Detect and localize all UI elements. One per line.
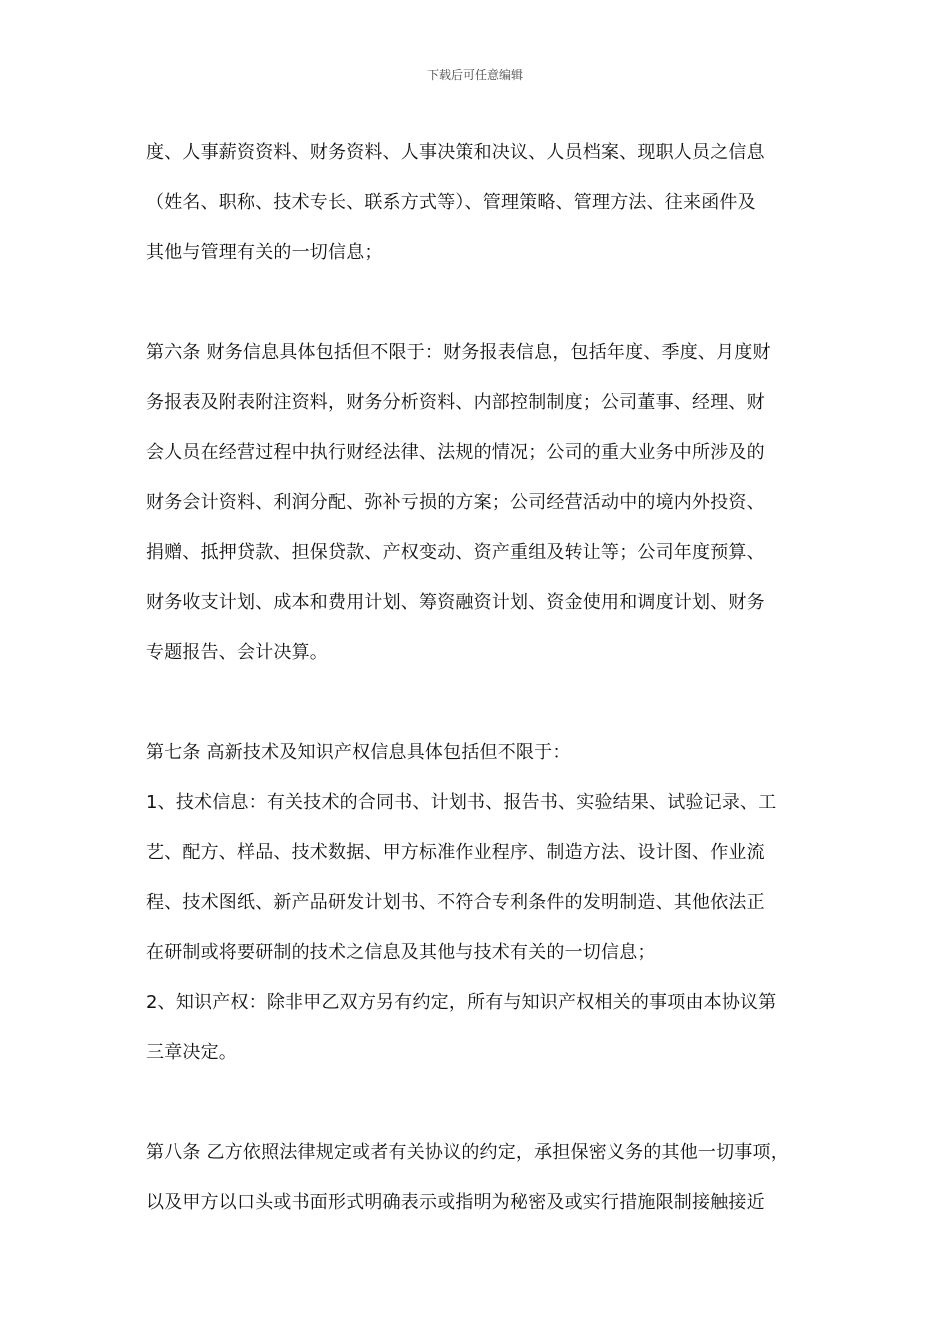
paragraph-gap: [146, 278, 810, 328]
text-line: 捐赠、抵押贷款、担保贷款、产权变动、资产重组及转让等；公司年度预算、: [146, 542, 765, 563]
text-line: 第六条 财务信息具体包括但不限于：财务报表信息，包括年度、季度、月度财: [146, 342, 771, 363]
text-line: 艺、配方、样品、技术数据、甲方标准作业程序、制造方法、设计图、作业流: [146, 842, 765, 863]
paragraph-gap: [146, 1078, 810, 1128]
text-line: 会人员在经营过程中执行财经法律、法规的情况；公司的重大业务中所涉及的: [146, 442, 765, 463]
text-line: 财务收支计划、成本和费用计划、筹资融资计划、资金使用和调度计划、财务: [146, 592, 765, 613]
text-line: 程、技术图纸、新产品研发计划书、不符合专利条件的发明制造、其他依法正: [146, 892, 765, 913]
text-line: 三章决定。: [146, 1042, 237, 1063]
paragraph: [146, 1128, 810, 1228]
text-line: 1、技术信息：有关技术的合同书、计划书、报告书、实验结果、试验记录、工: [146, 792, 777, 813]
text-line: 度、人事薪资资料、财务资料、人事决策和决议、人员档案、现职人员之信息: [146, 142, 765, 163]
text-line: 第八条 乙方依照法律规定或者有关协议的约定，承担保密义务的其他一切事项，: [146, 1142, 789, 1163]
text-line: 务报表及附表附注资料，财务分析资料、内部控制制度；公司董事、经理、财: [146, 392, 765, 413]
paragraph-gap: [146, 678, 810, 728]
paragraph: [146, 128, 810, 278]
paragraph: [146, 328, 810, 678]
text-line: 在研制或将要研制的技术之信息及其他与技术有关的一切信息；: [146, 942, 656, 963]
text-line: 以及甲方以口头或书面形式明确表示或指明为秘密及或实行措施限制接触接近: [146, 1192, 765, 1213]
paragraph: [146, 728, 810, 1078]
text-line: 专题报告、会计决算。: [146, 642, 328, 663]
document-body: [146, 128, 810, 1228]
text-line: （姓名、职称、技术专长、联系方式等）、管理策略、管理方法、往来函件及: [146, 192, 756, 213]
text-line: 其他与管理有关的一切信息；: [146, 242, 383, 263]
text-line: 财务会计资料、利润分配、弥补亏损的方案；公司经营活动中的境内外投资、: [146, 492, 765, 513]
text-line: 2、知识产权：除非甲乙双方另有约定，所有与知识产权相关的事项由本协议第: [146, 992, 777, 1013]
page-header: 下载后可任意编辑: [426, 68, 523, 82]
text-line: 第七条 高新技术及知识产权信息具体包括但不限于：: [146, 742, 571, 763]
